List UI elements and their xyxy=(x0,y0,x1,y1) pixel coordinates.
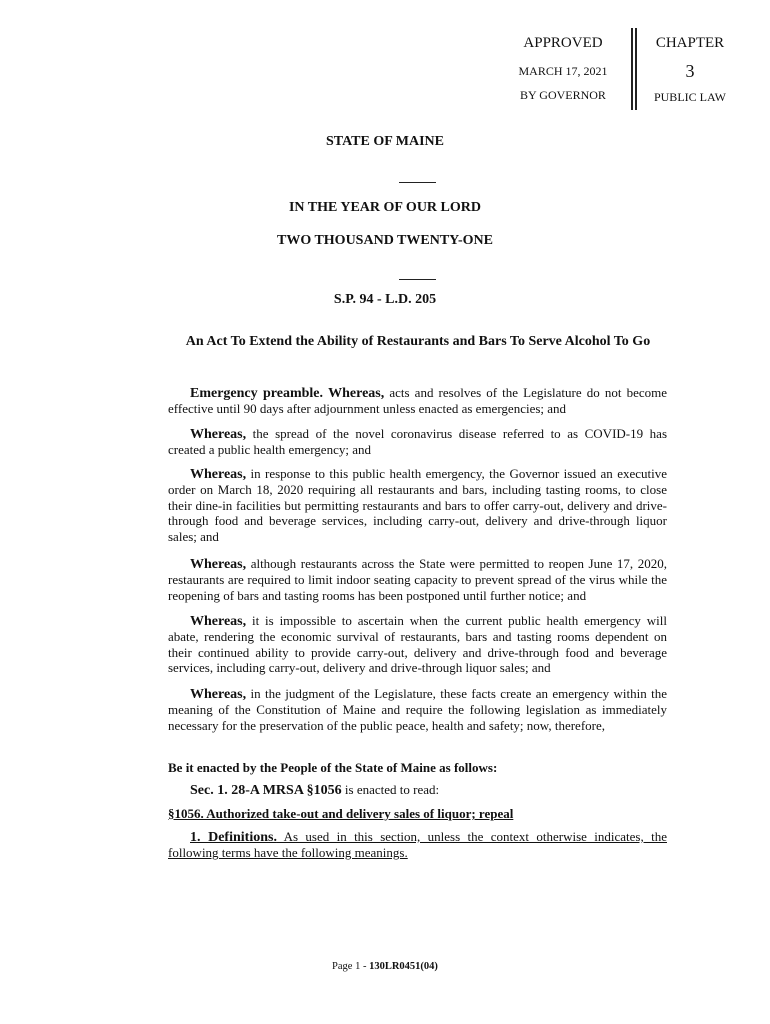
preamble-paragraph xyxy=(168,556,667,603)
chapter-number: 3 xyxy=(685,61,695,81)
law-type: PUBLIC LAW xyxy=(653,90,727,104)
paragraph-text: in response to this public health emergency, the Governor issued an executive order on March 18, 2020 requiring all restaurants and bars, including tasting rooms, to close their dine-in facilities but permitting restaurants and bars to offer carry-out, delivery and drive-through food and beverage services, including carry-out, delivery and drive-through liquor sales; and xyxy=(168,466,667,544)
divider-rule xyxy=(399,182,436,183)
preamble-paragraph xyxy=(168,686,667,733)
definitions-text: As used in this section, unless the context otherwise indicates, the following terms have the following meanings. xyxy=(168,829,667,861)
paragraph-text: acts and resolves of the Legislature do not become effective until 90 days after adjournment unless enacted as emergencies; and xyxy=(168,385,667,417)
enacting-clause: Be it enacted by the People of the State of Maine as follows: xyxy=(168,760,498,775)
paragraph-lead: Whereas, xyxy=(190,557,247,572)
bill-number: S.P. 94 - L.D. 205 xyxy=(333,292,437,307)
paragraph-lead: Whereas, xyxy=(190,427,247,442)
page-label: Page 1 - xyxy=(332,961,370,972)
preamble-paragraph xyxy=(168,426,667,458)
state-title: STATE OF MAINE xyxy=(326,134,444,149)
approval-date: MARCH 17, 2021 xyxy=(518,64,608,78)
chapter-label: CHAPTER xyxy=(655,35,725,51)
paragraph-text: the spread of the novel coronavirus disease referred to as COVID-19 has created a public health emergency; and xyxy=(168,426,667,458)
page-footer xyxy=(0,961,770,972)
section-lead: Sec. 1. 28-A MRSA §1056 xyxy=(190,783,342,798)
definitions-paragraph xyxy=(168,829,667,861)
paragraph-text: although restaurants across the State were permitted to reopen June 17, 2020, restaurants are required to limit indoor seating capacity to prevent spread of the virus while the reopening of bars and tasting rooms has been postponed until further notice; and xyxy=(168,556,667,603)
preamble-paragraph xyxy=(168,613,667,676)
year-line-1: IN THE YEAR OF OUR LORD xyxy=(288,200,481,215)
header-divider-left xyxy=(631,28,633,110)
header-divider-right xyxy=(635,28,637,110)
preamble-paragraph xyxy=(168,466,667,544)
document-code: 130LR0451(04) xyxy=(369,961,438,972)
paragraph-lead: Whereas, xyxy=(190,467,247,482)
new-section-heading: §1056. Authorized take-out and delivery sales of liquor; repeal xyxy=(168,806,514,821)
definitions-lead: 1. Definitions. xyxy=(190,830,277,845)
act-title: An Act To Extend the Ability of Restaurants and Bars To Serve Alcohol To Go xyxy=(185,334,651,349)
paragraph-lead: Emergency preamble. Whereas, xyxy=(190,386,385,401)
section-intro xyxy=(168,782,667,798)
year-line-2: TWO THOUSAND TWENTY-ONE xyxy=(276,233,493,248)
paragraph-lead: Whereas, xyxy=(190,687,247,702)
paragraph-text: it is impossible to ascertain when the current public health emergency will abate, rendering the economic survival of restaurants, bars and tasting rooms dependent on their continued ability to provide carry-out, delivery and drive-through food and beverage services, including carry-out, delivery and drive-through liquor sales; and xyxy=(168,613,667,676)
approved-by: BY GOVERNOR xyxy=(520,88,606,102)
divider-rule xyxy=(399,279,436,280)
paragraph-text: in the judgment of the Legislature, these facts create an emergency within the meaning of the Constitution of Maine and require the following legislation as immediately necessary for the preservation of the public peace, health and safety; now, therefore, xyxy=(168,686,667,733)
preamble-paragraph xyxy=(168,385,667,417)
paragraph-lead: Whereas, xyxy=(190,614,247,629)
approved-label: APPROVED xyxy=(523,35,603,51)
section-text: is enacted to read: xyxy=(341,782,440,797)
